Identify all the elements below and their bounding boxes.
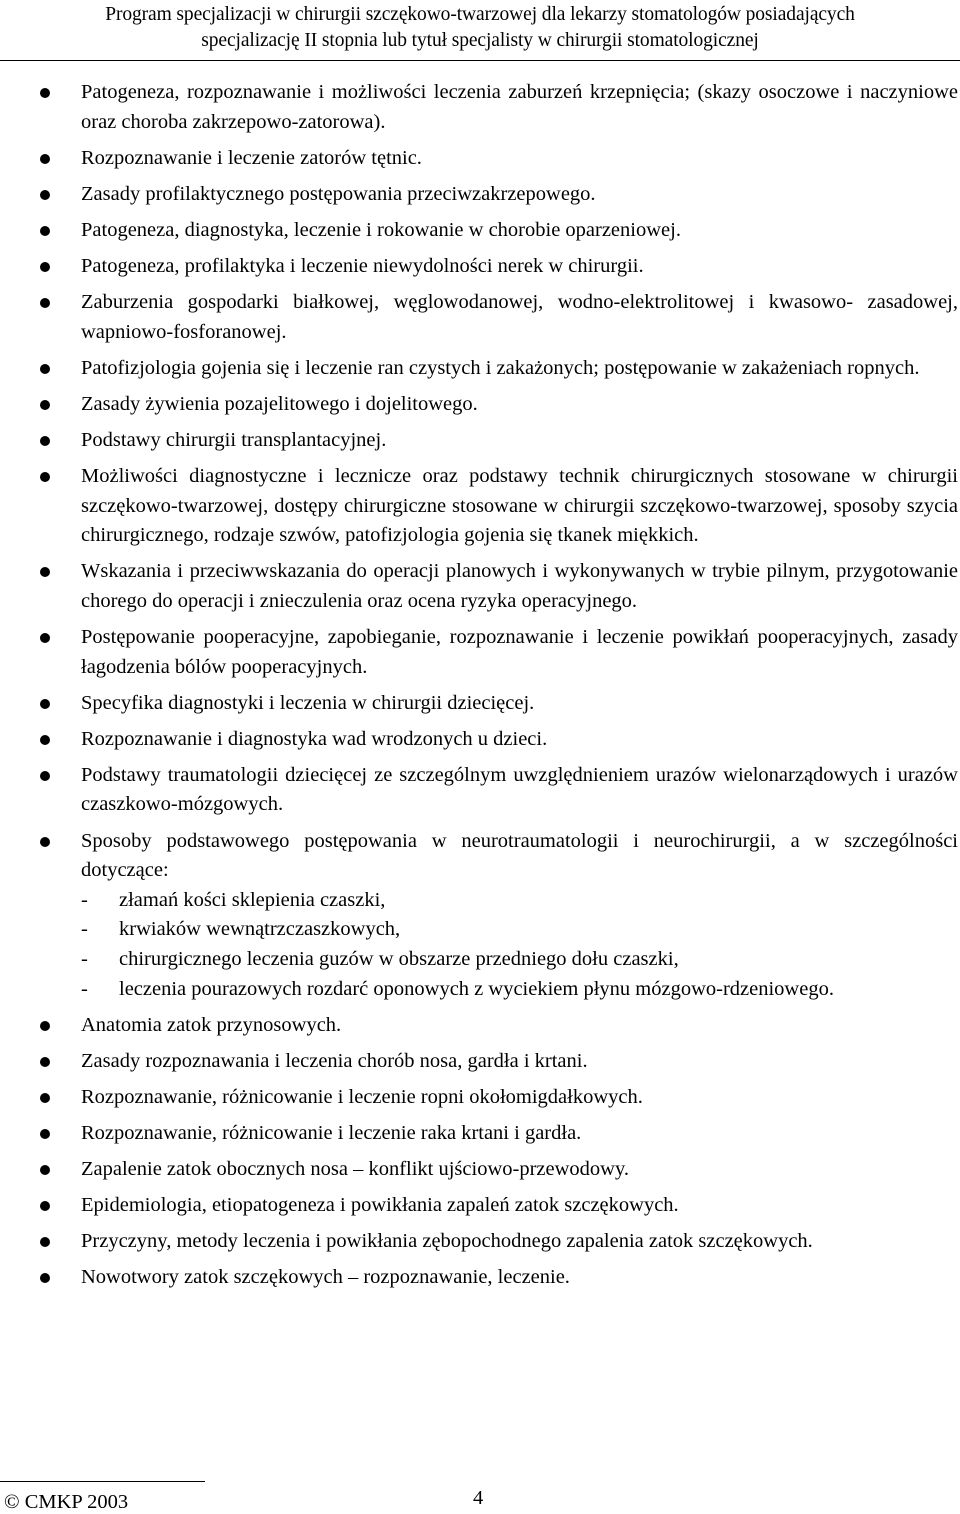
list-item-text: Rozpoznawanie i diagnostyka wad wrodzonych u dzieci. (81, 727, 548, 750)
bullet-icon (40, 154, 50, 164)
list-item-text: Podstawy chirurgii transplantacyjnej. (81, 428, 387, 451)
list-item-text: Postępowanie pooperacyjne, zapobieganie, rozpoznawanie i leczenie powikłań pooperacyjnych, zasady łagodzenia bólów pooperacyjnych. (81, 626, 958, 678)
bullet-icon (40, 226, 50, 236)
list-item (0, 1263, 960, 1293)
list-item-text: Zasady żywienia pozajelitowego i dojelitowego. (81, 392, 478, 415)
list-item (0, 216, 960, 246)
list-item-text: Możliwości diagnostyczne i lecznicze oraz podstawy technik chirurgicznych stosowane w chirurgii szczękowo-twarzowej, dostępy chirurgiczne stosowane w chirurgii szczękowo-twarzowej, sposoby szycia chirurgicznego, rodzaje szwów, patofizjologia gojenia się tkanek miękkich. (81, 465, 958, 547)
bullet-icon (40, 298, 50, 308)
list-item-text: Zasady profilaktycznego postępowania przeciwzakrzepowego. (81, 182, 596, 205)
list-item (0, 462, 960, 551)
list-item (0, 1011, 960, 1041)
list-item (0, 623, 960, 682)
list-item (0, 1227, 960, 1257)
bullet-icon (40, 837, 50, 847)
bullet-icon (40, 1093, 50, 1103)
bullet-icon (40, 190, 50, 200)
bullet-icon (40, 1237, 50, 1247)
list-item-text: Epidemiologia, etiopatogeneza i powikłania zapaleń zatok szczękowych. (81, 1194, 679, 1217)
list-item-text: Zaburzenia gospodarki białkowej, węglowodanowej, wodno-elektrolitowej i kwasowo- zasadowej, wapniowo-fosforanowej. (81, 291, 958, 343)
topic-list (0, 78, 960, 1293)
list-item (0, 1191, 960, 1221)
list-item (0, 252, 960, 282)
dash-marker: - (81, 947, 88, 970)
list-item-text: Rozpoznawanie, różnicowanie i leczenie raka krtani i gardła. (81, 1121, 582, 1144)
list-item-text: Patogeneza, rozpoznawanie i możliwości leczenia zaburzeń krzepnięcia; (skazy osoczowe i naczyniowe oraz choroba zakrzepowo-zatorowa). (81, 81, 958, 133)
list-item-text: Rozpoznawanie i leczenie zatorów tętnic. (81, 146, 422, 169)
list-item (0, 1083, 960, 1113)
list-item (0, 144, 960, 174)
dash-marker: - (81, 977, 88, 1000)
list-item (0, 761, 960, 820)
document-body (0, 78, 960, 1299)
list-item (0, 689, 960, 719)
bullet-icon (40, 1165, 50, 1175)
header-divider (0, 60, 960, 61)
list-item (0, 78, 960, 137)
bullet-icon (40, 735, 50, 745)
bullet-icon (40, 472, 50, 482)
bullet-icon (40, 364, 50, 374)
list-item-text: Patogeneza, profilaktyka i leczenie niewydolności nerek w chirurgii. (81, 254, 644, 277)
bullet-icon (40, 436, 50, 446)
page-number: 4 (473, 1487, 484, 1509)
dash-marker: - (81, 888, 88, 911)
list-item-text: Anatomia zatok przynosowych. (81, 1013, 342, 1036)
sub-list-item (81, 886, 958, 916)
list-item-text: Podstawy traumatologii dziecięcej ze szczególnym uwzględnieniem urazów wielonarządowych i urazów czaszkowo-mózgowych. (81, 763, 958, 816)
list-item-text: Nowotwory zatok szczękowych – rozpoznawanie, leczenie. (81, 1266, 570, 1289)
list-item (0, 1155, 960, 1185)
list-item (0, 557, 960, 616)
bullet-icon (40, 1273, 50, 1283)
list-item-text: Rozpoznawanie, różnicowanie i leczenie ropni okołomigdałkowych. (81, 1085, 643, 1108)
list-item (0, 1119, 960, 1149)
list-item (0, 827, 960, 1005)
copyright-notice: © CMKP 2003 (4, 1491, 129, 1513)
list-item (0, 426, 960, 456)
page-header (0, 2, 960, 54)
list-item-text: Patofizjologia gojenia się i leczenie ran czystych i zakażonych; postępowanie w zakażeniach ropnych. (81, 356, 920, 379)
bullet-icon (40, 699, 50, 709)
sub-list-item-text: chirurgicznego leczenia guzów w obszarze przedniego dołu czaszki, (119, 947, 679, 970)
bullet-icon (40, 1201, 50, 1211)
sub-list-item-text: złamań kości sklepienia czaszki, (119, 888, 386, 911)
bullet-icon (40, 1021, 50, 1031)
list-item-text: Zapalenie zatok obocznych nosa – konflikt ujściowo-przewodowy. (81, 1158, 630, 1180)
sub-list-item-text: krwiaków wewnątrzczaszkowych, (119, 918, 401, 941)
bullet-icon (40, 567, 50, 577)
list-item-text: Patogeneza, diagnostyka, leczenie i rokowanie w chorobie oparzeniowej. (81, 218, 681, 241)
list-item (0, 390, 960, 420)
list-item-text: Zasady rozpoznawania i leczenia chorób nosa, gardła i krtani. (81, 1049, 588, 1072)
sub-list (81, 886, 958, 1004)
list-item-text: Sposoby podstawowego postępowania w neurotraumatologii i neurochirurgii, a w szczególności dotyczące: (81, 829, 958, 882)
dash-marker: - (81, 918, 88, 941)
list-item (0, 180, 960, 210)
bullet-icon (40, 88, 50, 98)
header-line-2: specjalizację II stopnia lub tytuł specjalisty w chirurgii stomatologicznej (201, 30, 759, 51)
bullet-icon (40, 262, 50, 272)
bullet-icon (40, 633, 50, 643)
page-footer (0, 1487, 960, 1514)
bullet-icon (40, 1057, 50, 1067)
list-item (0, 288, 960, 347)
list-item (0, 1047, 960, 1077)
footer-divider (0, 1481, 205, 1482)
header-line-1: Program specjalizacji w chirurgii szczękowo-twarzowej dla lekarzy stomatologów posiadających (105, 4, 855, 25)
bullet-icon (40, 1129, 50, 1139)
sub-list-item (81, 915, 958, 945)
list-item-text: Specyfika diagnostyki i leczenia w chirurgii dziecięcej. (81, 691, 535, 714)
list-item-text: Wskazania i przeciwwskazania do operacji planowych i wykonywanych w trybie pilnym, przygotowanie chorego do operacji i znieczulenia oraz ocena ryzyka operacyjnego. (81, 560, 958, 612)
list-item-text: Przyczyny, metody leczenia i powikłania zębopochodnego zapalenia zatok szczękowych. (81, 1230, 813, 1253)
sub-list-item (81, 945, 958, 975)
list-item (0, 725, 960, 755)
bullet-icon (40, 400, 50, 410)
sub-list-item (81, 975, 958, 1005)
list-item (0, 354, 960, 384)
bullet-icon (40, 771, 50, 781)
sub-list-item-text: leczenia pourazowych rozdarć oponowych z wyciekiem płynu mózgowo-rdzeniowego. (119, 977, 834, 1000)
